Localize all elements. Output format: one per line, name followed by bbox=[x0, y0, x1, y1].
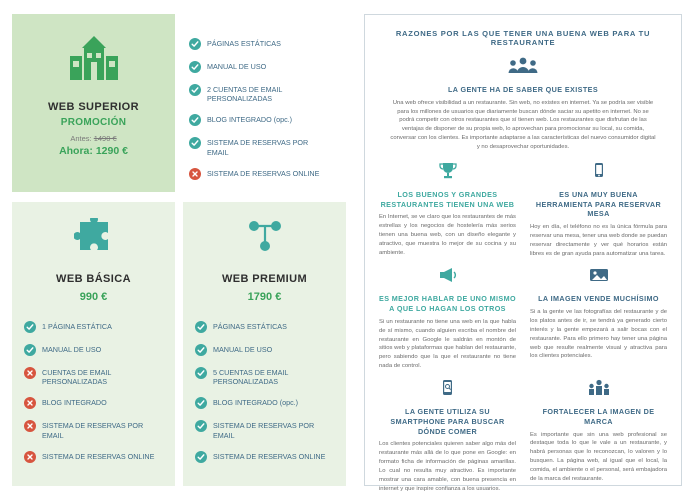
check-icon bbox=[195, 367, 207, 379]
feature-label: MANUAL DE USO bbox=[213, 345, 273, 354]
reason-body: En Internet, se ve claro que los restaurantes de más estrellas y los negocios de hostelería más serios tienen una buena web, con un diseño elegante y atractivo, que muestra lo mejor de su cocina y su ambiente. bbox=[379, 214, 516, 256]
feature-row bbox=[189, 137, 335, 156]
restaurant-building-icon bbox=[66, 34, 122, 87]
feature-label: CUENTAS DE EMAIL PERSONALIZADAS bbox=[42, 368, 112, 387]
plan-name-superior: WEB SUPERIOR bbox=[48, 101, 139, 113]
cross-icon bbox=[24, 367, 36, 379]
cross-icon bbox=[24, 451, 36, 463]
cross-icon bbox=[189, 168, 201, 180]
feature-label: SISTEMA DE RESERVAS ONLINE bbox=[213, 451, 326, 461]
reason-item bbox=[379, 266, 516, 371]
network-nodes-icon bbox=[245, 218, 285, 259]
brand-podium-icon bbox=[530, 379, 667, 402]
smartphone-search-icon bbox=[379, 379, 516, 402]
feature-label: MANUAL DE USO bbox=[207, 62, 267, 71]
plan-superior-row bbox=[12, 14, 352, 192]
check-icon bbox=[189, 61, 201, 73]
people-group-icon bbox=[389, 57, 657, 80]
feature-label: BLOG INTEGRADO (opc.) bbox=[213, 398, 299, 408]
reasons-panel bbox=[364, 14, 682, 492]
reason-body: Hoy en día, el teléfono no es la única fórmula para reservar una mesa, tener una web donde se puedan reservar directamente y ver qué horarios están libres es de gran ayuda para automatizar una tarea. bbox=[530, 224, 667, 257]
feature-label: 5 CUENTAS DE EMAIL PERSONALIZADAS bbox=[213, 368, 289, 387]
phone-reservation-icon bbox=[530, 162, 667, 185]
plan-price-old bbox=[70, 134, 116, 143]
feature-row bbox=[24, 451, 161, 463]
reason-body: Los clientes potenciales quieren saber algo más del restaurante más allá de lo que pone en Google: en formato ficha de información de páginas amarillas. Lo cual no resulta muy atractivo. Es importante mostrar una cara amable, con buena presencia en internet y que inspire confianza a los usuarios. bbox=[379, 441, 516, 492]
reason-body: Si a la gente ve las fotografías del restaurante y de los platos antes de ir, se tendrá ya generado cierto interés y la gente empezará a salir bocas con el restaurante. Para ello primero hay tener una página web que resulte realmente visual y atractiva para los clientes potenciales. bbox=[530, 309, 667, 360]
feature-row bbox=[24, 321, 161, 333]
reason-item bbox=[379, 379, 516, 493]
reason-hero-body: Una web ofrece visibilidad a un restaurante. Sin web, no existes en internet. Ya se podría ser visible para los millones de usuarios que diariamente buscan dónde saciar su apetito en internet. No se podrá competir con otros restaurantes que sí tienen web. Los restaurantes que disfrutan de las ventajas de disponer de su propia web, lo aprovechan para promocionar su local, su comida, conversar con los clientes. Es importante adaptarse a las características del nuevo consumidor digital y no desaprovechar oportunidades. bbox=[390, 99, 656, 151]
megaphone-icon bbox=[379, 266, 516, 289]
price-old-prefix: Antes: bbox=[70, 134, 92, 143]
feature-row bbox=[195, 344, 332, 356]
feature-label: 1 PÁGINA ESTÁTICA bbox=[42, 322, 112, 331]
feature-label: PÁGINAS ESTÁTICAS bbox=[213, 322, 287, 331]
trophy-icon bbox=[379, 162, 516, 185]
feature-label: PÁGINAS ESTÁTICAS bbox=[207, 39, 281, 48]
reason-item bbox=[530, 379, 667, 493]
feature-list-premium bbox=[193, 303, 336, 478]
plan-card-premium[interactable] bbox=[183, 202, 346, 486]
feature-row bbox=[189, 38, 335, 50]
check-icon bbox=[24, 321, 36, 333]
plans-column bbox=[12, 14, 352, 486]
feature-row bbox=[189, 114, 335, 126]
feature-row bbox=[195, 420, 332, 439]
check-icon bbox=[195, 397, 207, 409]
feature-row bbox=[24, 420, 161, 439]
reason-hero bbox=[375, 57, 671, 162]
plan-name-basica: WEB BÁSICA bbox=[56, 273, 131, 285]
reason-item bbox=[379, 162, 516, 259]
feature-row bbox=[195, 367, 332, 386]
reasons-heading: RAZONES POR LAS QUE TENER UNA BUENA WEB PARA TU RESTAURANTE bbox=[395, 29, 651, 47]
reason-title: ES UNA MUY BUENA HERRAMIENTA PARA RESERVAR MESA bbox=[535, 189, 662, 219]
feature-row bbox=[189, 61, 335, 73]
plan-name-premium: WEB PREMIUM bbox=[221, 273, 308, 285]
reason-body: Es importante que sin una web profesional se destaque toda lo que le vale a un restaurante, y habrá personas que lo reconozcan, lo valoren y lo busquen. La página web, al igual que el local, la comida, el ambiente o el personal, será embajadora de la marca del restaurante. bbox=[530, 431, 667, 482]
reason-item bbox=[530, 266, 667, 371]
feature-row bbox=[195, 321, 332, 333]
plan-basic-premium-row bbox=[12, 202, 352, 486]
feature-label: BLOG INTEGRADO bbox=[42, 398, 107, 408]
plan-price-new: Ahora: 1290 € bbox=[59, 145, 128, 157]
plan-price-basica: 990 € bbox=[79, 291, 108, 303]
plan-card-superior[interactable] bbox=[12, 14, 175, 192]
reason-item bbox=[530, 162, 667, 259]
feature-row bbox=[195, 397, 332, 409]
check-icon bbox=[189, 114, 201, 126]
feature-label: BLOG INTEGRADO (opc.) bbox=[207, 115, 293, 125]
feature-label: 2 CUENTAS DE EMAIL PERSONALIZADAS bbox=[207, 85, 283, 104]
reason-title: LA IMAGEN VENDE MUCHÍSIMO bbox=[538, 294, 659, 304]
reason-title: FORTALECER LA IMAGEN DE MARCA bbox=[542, 407, 655, 426]
check-icon bbox=[189, 137, 201, 149]
check-icon bbox=[195, 451, 207, 463]
plan-price-premium: 1790 € bbox=[247, 291, 282, 303]
reason-title: ES MEJOR HABLAR DE UNO MISMO A QUE LO HAGAN LOS OTROS bbox=[379, 294, 516, 314]
reason-hero-title: LA GENTE HA DE SABER QUE EXISTES bbox=[447, 85, 599, 94]
feature-row bbox=[195, 451, 332, 463]
price-old-value: 1490 € bbox=[93, 134, 117, 143]
reasons-grid bbox=[375, 162, 671, 494]
feature-list-basica bbox=[22, 303, 165, 478]
feature-row bbox=[24, 397, 161, 409]
reason-body: Si un restaurante no tiene una web en la que habla de sí mismo, cuando alguien escriba el nombre del restaurante en Google le saldrán en montón de sitios web y plataformas que hablan del restaurante, pero sabiendo que la que el restaurante no tiene nada de control. bbox=[379, 318, 516, 370]
check-icon bbox=[189, 84, 201, 96]
check-icon bbox=[24, 344, 36, 356]
puzzle-piece-icon bbox=[74, 218, 114, 259]
check-icon bbox=[195, 321, 207, 333]
plan-promo-label: PROMOCIÓN bbox=[60, 117, 127, 128]
reason-title: LOS BUENOS Y GRANDES RESTAURANTES TIENEN UNA WEB bbox=[380, 189, 515, 209]
feature-label: SISTEMA DE RESERVAS POR EMAIL bbox=[213, 421, 315, 440]
feature-label: SISTEMA DE RESERVAS POR EMAIL bbox=[42, 421, 144, 440]
image-gallery-icon bbox=[530, 266, 667, 289]
feature-row bbox=[189, 84, 335, 103]
feature-row bbox=[189, 168, 335, 180]
feature-label: MANUAL DE USO bbox=[42, 345, 102, 354]
feature-list-superior bbox=[183, 14, 339, 192]
feature-row bbox=[24, 367, 161, 386]
cross-icon bbox=[24, 420, 36, 432]
plan-card-basica[interactable] bbox=[12, 202, 175, 486]
reason-title: LA GENTE UTILIZA SU SMARTPHONE PARA BUSCAR DÓNDE COMER bbox=[390, 407, 505, 436]
feature-label: SISTEMA DE RESERVAS ONLINE bbox=[207, 168, 320, 178]
feature-label: SISTEMA DE RESERVAS ONLINE bbox=[42, 451, 155, 461]
feature-row bbox=[24, 344, 161, 356]
check-icon bbox=[195, 344, 207, 356]
check-icon bbox=[195, 420, 207, 432]
check-icon bbox=[189, 38, 201, 50]
cross-icon bbox=[24, 397, 36, 409]
feature-label: SISTEMA DE RESERVAS POR EMAIL bbox=[207, 138, 309, 157]
